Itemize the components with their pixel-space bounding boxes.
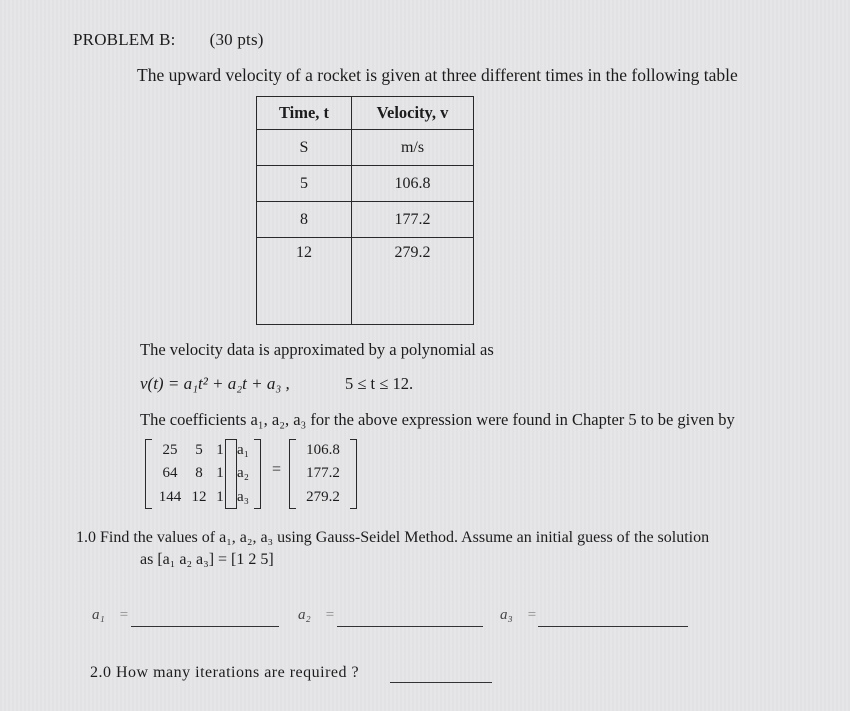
- answer-label: a₂: [298, 607, 311, 623]
- table-header: Velocity, v: [352, 97, 474, 130]
- iterations-blank[interactable]: [390, 682, 492, 683]
- formula-range: 5 ≤ t ≤ 12.: [345, 374, 414, 393]
- matrix-cell: 64: [162, 465, 178, 482]
- vector-body: [296, 439, 350, 509]
- coefficients-text: The coefficients a₁, a₂, a₃ for the above expression were found in Chapter 5 to be given by: [140, 410, 735, 429]
- task-1-text: 1.0 Find the values of a₁, a₂, a₃ using Gauss-Seidel Method. Assume an initial guess of the solution: [76, 529, 710, 546]
- table-row: [257, 166, 474, 202]
- left-bracket: [145, 439, 152, 509]
- table-cell: 106.8: [352, 166, 474, 202]
- intro-text: The upward velocity of a rocket is given at three different times in the following table: [137, 65, 738, 85]
- matrix-cell: 12: [191, 488, 207, 505]
- velocity-table: [256, 96, 474, 325]
- vector-cell: a₃: [237, 488, 249, 505]
- answer-a2-blank[interactable]: [337, 626, 483, 627]
- vector-body: [232, 439, 254, 509]
- matrix-cell: 8: [195, 465, 203, 482]
- equals-sign: =: [272, 461, 282, 478]
- vector-cell: 279.2: [306, 488, 340, 505]
- polynomial-formula: v(t) = a₁t² + a₂t + a₃ ,: [140, 374, 290, 393]
- answer-a1: [92, 606, 129, 624]
- matrix-cell: 144: [158, 488, 182, 505]
- task-2-text: 2.0 How many iterations are required ?: [90, 664, 360, 681]
- answer-equals: =: [526, 607, 537, 623]
- table-row: [257, 238, 474, 325]
- vector-cell: a₁: [237, 442, 249, 458]
- table-cell: S: [257, 130, 352, 166]
- left-bracket: [289, 439, 296, 509]
- answer-equals: =: [324, 607, 335, 623]
- table-cell: 5: [257, 166, 352, 202]
- answer-a2: [298, 606, 335, 624]
- unknown-vector: [225, 439, 261, 509]
- table-cell: m/s: [352, 130, 474, 166]
- matrix-cell: 5: [195, 442, 203, 458]
- rhs-vector: [289, 439, 357, 509]
- table-cell: 279.2: [352, 238, 474, 325]
- right-bracket: [350, 439, 357, 509]
- problem-heading: [73, 30, 264, 50]
- table-cell: 8: [257, 202, 352, 238]
- table-row: [257, 202, 474, 238]
- answer-equals: =: [118, 607, 129, 623]
- matrix-cell: 25: [162, 442, 178, 458]
- answer-a3-blank[interactable]: [538, 626, 688, 627]
- coefficient-matrix: [145, 439, 237, 509]
- vector-cell: 106.8: [306, 442, 340, 458]
- answer-label: a₁: [92, 607, 105, 623]
- table-cell: 177.2: [352, 202, 474, 238]
- table-row: [257, 130, 474, 166]
- matrix-cell: 1: [216, 465, 224, 482]
- matrix-body: [152, 439, 230, 509]
- left-bracket: [225, 439, 232, 509]
- approx-text: The velocity data is approximated by a polynomial as: [140, 340, 494, 359]
- matrix-cell: 1: [216, 442, 224, 458]
- problem-label: PROBLEM B:: [73, 30, 176, 49]
- table-cell: 12: [257, 238, 352, 325]
- problem-points: (30 pts): [209, 30, 264, 49]
- vector-cell: 177.2: [306, 465, 340, 482]
- answer-a1-blank[interactable]: [131, 626, 279, 627]
- vector-cell: a₂: [237, 465, 249, 482]
- table-header: Time, t: [257, 97, 352, 130]
- table-header-row: [257, 97, 474, 130]
- initial-guess-text: as [a₁ a₂ a₃] = [1 2 5]: [140, 551, 274, 568]
- answer-label: a₃: [500, 607, 513, 623]
- answer-a3: [500, 606, 537, 624]
- right-bracket: [254, 439, 261, 509]
- matrix-cell: 1: [216, 488, 224, 505]
